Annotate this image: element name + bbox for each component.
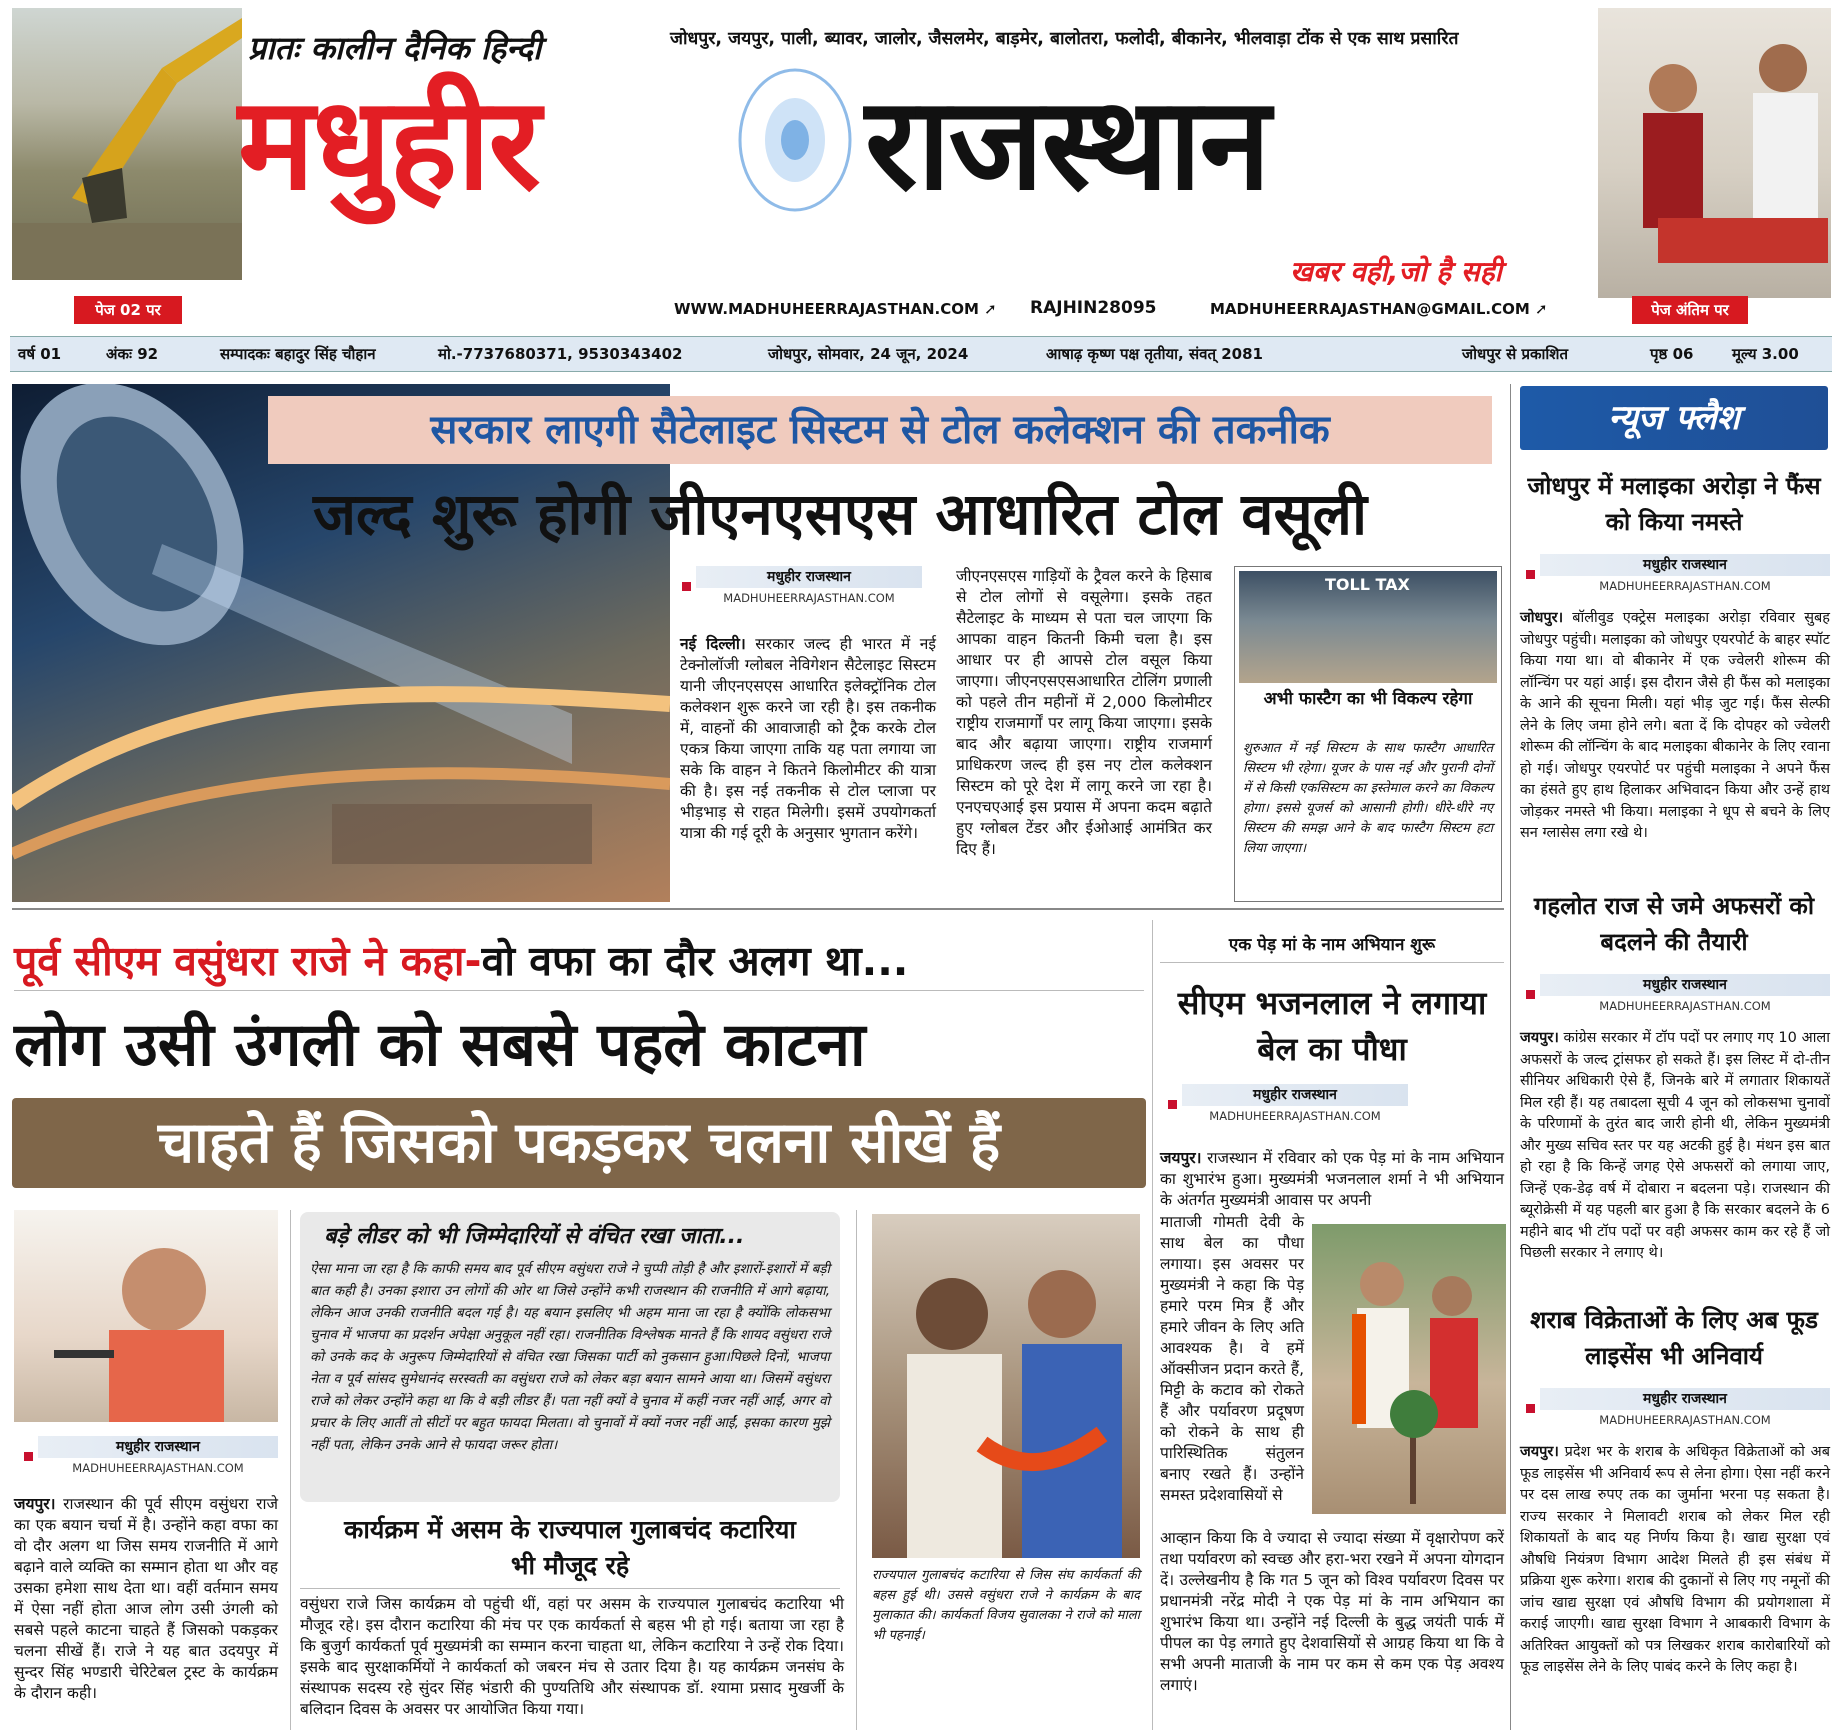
page-count: पृष्ठ 06 bbox=[1650, 345, 1694, 363]
raje-kicker bbox=[14, 932, 908, 988]
raje-box-title: बड़े लीडर को भी जिम्मेदारियों से वंचित रखा जाता... bbox=[324, 1224, 745, 1249]
byline-name: मधुहीर राजस्थान bbox=[1182, 1084, 1408, 1106]
lead-headline: जल्द शुरू होगी जीएनएसएस आधारित टोल वसूली bbox=[312, 480, 1368, 548]
raje-kicker-red: पूर्व सीएम वसुंधरा राजे ने कहा- bbox=[14, 937, 482, 985]
katariya-photo-caption: राज्यपाल गुलाबचंद कटारिया से जिस संघ कार्यकर्ता की बहस हुई थी। उससे वसुंधरा राजे ने कार्यक्रम के बाद मुलाकात की। कार्यकर्ता विजय सुवालका ने राजे को माला भी पहनाई। bbox=[872, 1568, 1140, 1643]
sub-headline-rule bbox=[300, 1588, 840, 1589]
byline-site[interactable]: MADHUHEERRAJASTHAN.COM bbox=[1209, 1109, 1381, 1123]
panchang: आषाढ़ कृष्ण पक्ष तृतीया, संवत् 2081 bbox=[1046, 345, 1263, 363]
byline-marker bbox=[24, 1452, 33, 1461]
flash-2-dateline: जयपुर। bbox=[1520, 1030, 1559, 1046]
flash-3-headline: शराब विक्रेताओं के लिए अब फूड लाइसेंस भी अनिवार्य bbox=[1530, 1306, 1818, 1370]
byline-marker bbox=[682, 582, 691, 591]
flash-1-headline: जोधपुर में मलाइका अरोड़ा ने फैंस को किया नमस्ते bbox=[1527, 472, 1821, 536]
lead-col-1-text: सरकार जल्द ही भारत में नई टेक्नोलॉजी ग्लोबल नेविगेशन सैटेलाइट सिस्टम यानी जीएनएसएस आधारित इलेक्ट्रॉनिक टोल कलेक्शन शुरू करने जा रही है। इस तकनीक में, वाहनों की आवाजाही को ट्रैक करके टोल एकत्र किया जाएगा ताकि यह पता लगाया जा सके कि वाहन ने कितने किलोमीटर की यात्रा की है। इस नई तकनीक से टोल प्लाजा पर भीड़भाड़ से राहत मिलेगी। इसमें उपयोगकर्ता यात्रा की गई दूरी के अनुसार भुगतान करेंगे। bbox=[680, 635, 936, 842]
flash-1-byline bbox=[1540, 554, 1830, 600]
speaker-illustration bbox=[14, 1210, 278, 1422]
raje-headline-1: लोग उसी उंगली को सबसे पहले काटना bbox=[14, 1010, 866, 1080]
title-rajasthan: राजस्थान bbox=[865, 70, 1269, 219]
cm-kicker-rule bbox=[1160, 962, 1504, 963]
raje-headline-2: चाहते हैं जिसको पकड़कर चलना सीखें हैं bbox=[12, 1098, 1146, 1188]
tree-planting-illustration bbox=[1312, 1224, 1506, 1514]
peacock-feather-logo bbox=[725, 60, 865, 230]
cm-kicker: एक पेड़ मां के नाम अभियान शुरू bbox=[1228, 935, 1436, 955]
last-page-label[interactable]: पेज अंतिम पर bbox=[1632, 296, 1748, 324]
issue-date: जोधपुर, सोमवार, 24 जून, 2024 bbox=[768, 345, 969, 363]
byline-site[interactable]: MADHUHEERRAJASTHAN.COM bbox=[1599, 579, 1771, 593]
flash-3-body bbox=[1520, 1442, 1830, 1679]
masthead-left-photo bbox=[12, 8, 242, 280]
katariya-subheadline: कार्यक्रम में असम के राज्यपाल गुलाबचंद कटारिया भी मौजूद रहे bbox=[344, 1515, 796, 1580]
flash-1-dateline: जोधपुर। bbox=[1520, 610, 1564, 626]
flash-3-text: प्रदेश भर के शराब के अधिकृत विक्रेताओं को अब फूड लाइसेंस भी अनिवार्य रूप से लेना होगा। ऐसा नहीं करने पर दस लाख रुपए तक का जुर्माना भरना पड़ सकता है। राज्य सरकार ने मिलावटी शराब को लेकर मिल रही शिकायतों के बाद यह निर्णय किया है। खाद्य सुरक्षा एवं औषधि नियंत्रण विभाग आदेश मिलते ही इस संबंध में प्रक्रिया शुरू करेगा। शराब की दुकानों से लिए गए नमूनों की जांच खाद्य सुरक्षा एवं औषधि विभाग की प्रयोगशाला में कराई जाएगी। खाद्य सुरक्षा विभाग ने आबकारी विभाग के अतिरिक्त आयुक्तों को पत्र लिखकर शराब कारोबारियों को फूड लाइसेंस लेने के लिए पाबंद करने के लिए कहा है। bbox=[1520, 1444, 1830, 1675]
volume-year: वर्ष 01 bbox=[18, 345, 62, 363]
byline-marker bbox=[1168, 1100, 1177, 1109]
byline-site[interactable]: MADHUHEERRAJASTHAN.COM bbox=[1599, 999, 1771, 1013]
published-from: जोधपुर से प्रकाशित bbox=[1462, 345, 1569, 363]
lead-col-2: जीएनएसएस गाड़ियों के ट्रैवल करने के हिसाब से टोल लोगों से वसूलेगा। इसके तहत सैटेलाइट के माध्यम से पता चल जाएगा कि आपका वाहन कितनी किमी चला है। इस आधार पर ही आपसे टोल वसूल किया जाएगा। जीएनएसएसआधारित टोलिंग प्रणाली को पहले तीन महीनों में 2,000 किलोमीटर राष्ट्रीय राजमार्गों पर लागू किया जाएगा। इसके बाद और बढ़ाया जाएगा। राष्ट्रीय राजमार्ग प्राधिकरण जल्द ही इस नए टोल कलेक्शन सिस्टम को पूरे देश में लागू करने जा रहा है। एनएचएआई इस प्रयास में अपना कदम बढ़ाते हुए ग्लोबल टेंडर और ईओआई आमंत्रित कर दिए हैं। bbox=[956, 567, 1212, 858]
raje-box-text: ऐसा माना जा रहा है कि काफी समय बाद पूर्व सीएम वसुंधरा राजे ने चुप्पी तोड़ी है और इशारों-इशारों में बड़ी बात कही है। उनका इशारा उन लोगों की ओर था जिसे उन्होंने कभी राजस्थान की राजनीति में आगे बढ़ाया, लेकिन आज उनकी राजनीति बदल गई है। यह बयान इसलिए भी अहम माना जा रहा है क्योंकि लोकसभा चुनाव में भाजपा का प्रदर्शन अपेक्षा अनुकूल नहीं रहा। राजनीतिक विश्लेषक मानते हैं कि शायद वसुंधरा राजे को उनके कद के अनुरूप जिम्मेदारियों से वंचित रखा जिसका पार्टी को नुकसान हुआ।पिछले दिनों, भाजपा नेता व पूर्व सांसद सुमेधानंद सरस्वती का वसुंधरा राजे को लेकर बड़ा बयान सामने आया था। जिसमें वसुंधरा राजे को लेकर उन्होंने कहा था कि वे बड़ी लीडर हैं। पता नहीं क्यों वे चुनाव में कहीं नजर नहीं आईं, अगर वो प्रचार के लिए आतीं तो सीटों पर बहुत फायदा मिलता। वो चुनावों में क्यों नजर नहीं आईं, इसका कारण मुझे नहीं पता, लेकिन उनके आने से फायदा जरूर होता। bbox=[310, 1261, 830, 1453]
blood-donation-photo bbox=[1598, 8, 1831, 298]
cm-byline bbox=[1182, 1084, 1408, 1130]
excavator-photo bbox=[12, 8, 242, 280]
toll-tax-sign: TOLL TAX bbox=[1325, 575, 1410, 594]
issue-number: अंकः 92 bbox=[106, 345, 159, 363]
flash-2-headline: गहलोत राज से जमे अफसरों को बदलने की तैयारी bbox=[1533, 892, 1815, 956]
editor-name: सम्पादकः बहादुर सिंह चौहान bbox=[220, 345, 376, 363]
fastag-box-text: शुरुआत में नई सिस्टम के साथ फास्टैग आधारित सिस्टम भी रहेगा। यूजर के पास नई और पुरानी दोनों में से किसी एकसिस्टम का इस्तेमाल करने का विकल्प होगा। इससे यूजर्स को आसानी होगी। धीरे-धीरे नए सिस्टम की समझ आने के बाद फास्टैग सिस्टम हटा लिया जाएगा। bbox=[1243, 741, 1493, 856]
website-link[interactable] bbox=[674, 300, 997, 318]
email-text: MADHUHEERRAJASTHAN@GMAIL.COM bbox=[1210, 300, 1530, 318]
byline-marker bbox=[1526, 570, 1535, 579]
raje-byline bbox=[38, 1436, 278, 1482]
byline-site[interactable]: MADHUHEERRAJASTHAN.COM bbox=[1599, 1413, 1771, 1427]
flash-3-dateline: जयपुर। bbox=[1520, 1444, 1559, 1460]
page-02-label[interactable]: पेज 02 पर bbox=[74, 296, 182, 324]
cm-body-bottom: आव्हान किया कि वे ज्यादा से ज्यादा संख्या में वृक्षारोपण करें तथा पर्यावरण को स्वच्छ और हरा-भरा रखने में अपना योगदान दें। उल्लेखनीय है कि गत 5 जून को विश्व पर्यावरण दिवस पर प्रधानमंत्री नरेंद्र मोदी ने एक पेड़ मां के नाम अभियान का शुभारंभ किया था। उन्होंने नई दिल्ली के बुद्ध जयंती पार्क में पीपल का पेड़ लगाते हुए देशवासियों से आग्रह किया था कि वे सभी अपनी माताजी के नाम पर कम से कम एक पेड़ अवश्य लगाएं। bbox=[1160, 1529, 1504, 1694]
raje-kicker-rule bbox=[14, 990, 1144, 991]
flash-2-text: कांग्रेस सरकार में टॉप पदों पर लगाए गए 10 आला अफसरों के जल्द ट्रांसफर हो सकते हैं। इस लिस्ट में दो-तीन सीनियर अधिकारी ऐसे हैं, जिनके बारे में लगातार शिकायतें मिल रही हैं। यह तबादला सूची 4 जून को लोकसभा चुनावों के परिणामों के तुरंत बाद जारी होनी थी, लेकिन मुख्यमंत्री और मुख्य सचिव स्तर पर यह अटकी हुई है। मंथन इस बात हो रहा है कि किन्हें जगह ऐसे अफसरों को लगाया जाए, जिन्हें एक-डेढ़ वर्ष में दोबारा न बदलना पड़े। राजस्थान की ब्यूरोक्रेसी में यह पहली बार हुआ है कि सरकार बदलने के 6 महीने बाद भी टॉप पदों पर वही अफसर काम कर रहे हैं जो पिछली सरकार ने लगाए थे। bbox=[1520, 1030, 1830, 1261]
lead-col-1 bbox=[680, 634, 936, 844]
flash-3-byline bbox=[1540, 1388, 1830, 1434]
cursor-icon: ➚ bbox=[1535, 300, 1548, 318]
vasundhara-raje-photo bbox=[14, 1210, 278, 1422]
column-rule bbox=[1152, 920, 1153, 1730]
katariya-body: वसुंधरा राजे जिस कार्यक्रम वो पहुंची थीं, वहां पर असम के राज्यपाल गुलाबचंद कटारिया भी मौजूद रहे। इस दौरान कटारिया की मंच पर एक कार्यकर्ता से बहस भी हो गई। बताया जा रहा है कि बुजुर्ग कार्यकर्ता पूर्व मुख्यमंत्री का सम्मान करना चाहता था, लेकिन कटारिया ने उन्हें रोक दिया। इसके बाद सुरक्षाकर्मियों ने कार्यकर्ता को जबरन मंच से उतार दिया है। यह कार्यक्रम जनसंघ के संस्थापक सदस्य रहे सुंदर सिंह भंडारी की पुण्यतिथि और संस्थापक डॉ. श्यामा प्रसाद मुखर्जी के बलिदान दिवस के अवसर पर आयोजित किया गया। bbox=[300, 1595, 844, 1718]
website-text: WWW.MADHUHEERRAJASTHAN.COM bbox=[674, 300, 979, 318]
katariya-photo bbox=[872, 1214, 1140, 1558]
flash-2-body bbox=[1520, 1028, 1830, 1265]
newsflash-divider bbox=[1510, 384, 1511, 1730]
cm-body-top bbox=[1160, 1148, 1504, 1211]
fastag-box bbox=[1234, 566, 1502, 902]
cursor-icon: ➚ bbox=[984, 300, 997, 318]
flash-2-byline bbox=[1540, 974, 1830, 1020]
garland-photo bbox=[872, 1214, 1140, 1558]
email-link[interactable] bbox=[1210, 300, 1548, 318]
rni-number: RAJHIN28095 bbox=[1030, 298, 1157, 318]
fastag-box-title: अभी फास्टैग का भी विकल्प रहेगा bbox=[1263, 689, 1473, 709]
raje-body bbox=[14, 1494, 278, 1704]
raje-sidebar-box bbox=[300, 1212, 840, 1502]
cm-body-left: माताजी गोमती देवी के साथ बेल का पौधा लगाया। इस अवसर पर मुख्यमंत्री ने कहा कि पेड़ हमारे परम मित्र हैं और हमारे जीवन के लिए अति आवश्यक है। वे हमें ऑक्सीजन प्रदान करते हैं, मिट्टी के कटाव को रोकते हैं और पर्यावरण प्रदूषण को रोकने के साथ ही पारिस्थितिक संतुलन बनाए रखते हैं। उन्होंने समस्त प्रदेशवासियों से bbox=[1160, 1213, 1304, 1504]
raje-kicker-black: वो वफा का दौर अलग था... bbox=[481, 937, 909, 985]
byline-name: मधुहीर राजस्थान bbox=[696, 566, 922, 588]
byline-name: मधुहीर राजस्थान bbox=[1540, 974, 1830, 996]
title-madhuheer: मधुहीर bbox=[238, 70, 539, 219]
byline-site[interactable]: MADHUHEERRAJASTHAN.COM bbox=[72, 1461, 244, 1475]
lead-dateline: नई दिल्ली। bbox=[680, 635, 746, 653]
byline-marker bbox=[1526, 1404, 1535, 1413]
lead-kicker: सरकार लाएगी सैटेलाइट सिस्टम से टोल कलेक्शन की तकनीक bbox=[268, 396, 1492, 464]
byline-name: मधुहीर राजस्थान bbox=[1540, 1388, 1830, 1410]
info-bar bbox=[10, 336, 1832, 372]
lead-bottom-rule bbox=[12, 908, 1504, 910]
cm-dateline: जयपुर। bbox=[1160, 1149, 1202, 1167]
raje-body-text: राजस्थान की पूर्व सीएम वसुंधरा राजे का एक बयान चर्चा में है। उन्होंने कहा वफा का वो दौर अलग था जिस समय राजनीति में आगे बढ़ाने वाले व्यक्ति का सम्मान होता था और वह उसका हमेशा साथ देता था। वहीं वर्तमान समय में ऐसा नहीं होता आज लोग उसी उंगली को सबसे पहले काटना चाहते हैं जिसको पकड़कर चलना सीखें हैं। राजे ने यह बात उदयपुर में सुन्दर सिंह भण्डारी चेरिटेबल ट्रस्ट के कार्यक्रम के दौरान कही। bbox=[14, 1495, 278, 1702]
cm-body-top-text: राजस्थान में रविवार को एक पेड़ मां के नाम अभियान का शुभारंभ हुआ। मुख्यमंत्री भजनलाल शर्मा ने भी अभियान के अंतर्गत मुख्यमंत्री आवास पर अपनी bbox=[1160, 1149, 1504, 1209]
column-rule bbox=[856, 1210, 857, 1730]
toll-plaza-photo bbox=[1239, 571, 1497, 683]
byline-name: मधुहीर राजस्थान bbox=[38, 1436, 278, 1458]
cm-headline: सीएम भजनलाल ने लगाया बेल का पौधा bbox=[1177, 984, 1487, 1068]
slogan: खबर वही,जो है सही bbox=[1290, 255, 1502, 288]
byline-name: मधुहीर राजस्थान bbox=[1540, 554, 1830, 576]
byline-site[interactable]: MADHUHEERRAJASTHAN.COM bbox=[723, 591, 895, 605]
newsflash-header: न्यूज फ्लैश bbox=[1520, 386, 1828, 450]
raje-dateline: जयपुर। bbox=[14, 1495, 56, 1513]
mobile-numbers: मो.-7737680371, 9530343402 bbox=[438, 345, 683, 363]
tagline-top: प्रातः कालीन दैनिक हिन्दी bbox=[248, 29, 542, 67]
price: मूल्य 3.00 bbox=[1732, 345, 1799, 363]
flash-1-text: बॉलीवुड एक्ट्रेस मलाइका अरोड़ा रविवार सुबह जोधपुर पहुंची। मलाइका को जोधपुर एयरपोर्ट के बाहर स्पॉट किया गया था। वो बीकानेर में एक ज्वेलरी शोरूम की लॉन्चिंग पर यहां आई। इस दौरान जैसे ही फैंस को मलाइका के आने की सूचना मिली। यहां भीड़ जुट गई। फैंस सेल्फी लेने के लिए जमा होने लगे। बता दें कि दोपहर को ज्वेलरी शोरूम की लॉन्चिंग के बाद मलाइका बीकानेर के लिए रवाना हो गई। जोधपुर एयरपोर्ट पर पहुंची मलाइका ने अपने फैंस का हंसते हुए हाथ हिलाकर अभिवादन किया और उन्हें हाथ जोड़कर नमस्ते भी किया। मलाइका ने धूप से बचने के लिए सन ग्लासेस लगा रखे थे। bbox=[1520, 610, 1830, 841]
cm-tree-planting-photo bbox=[1312, 1224, 1506, 1514]
byline-marker bbox=[1526, 990, 1535, 999]
column-rule bbox=[290, 1210, 291, 1730]
masthead-right-photo bbox=[1598, 8, 1831, 298]
byline bbox=[696, 566, 922, 612]
edition-list: जोधपुर, जयपुर, पाली, ब्यावर, जालोर, जैसलमेर, बाड़मेर, बालोतरा, फलोदी, बीकानेर, भीलवाड़ा टोंक से एक साथ प्रसारित bbox=[670, 29, 1459, 49]
flash-1-body bbox=[1520, 608, 1830, 845]
